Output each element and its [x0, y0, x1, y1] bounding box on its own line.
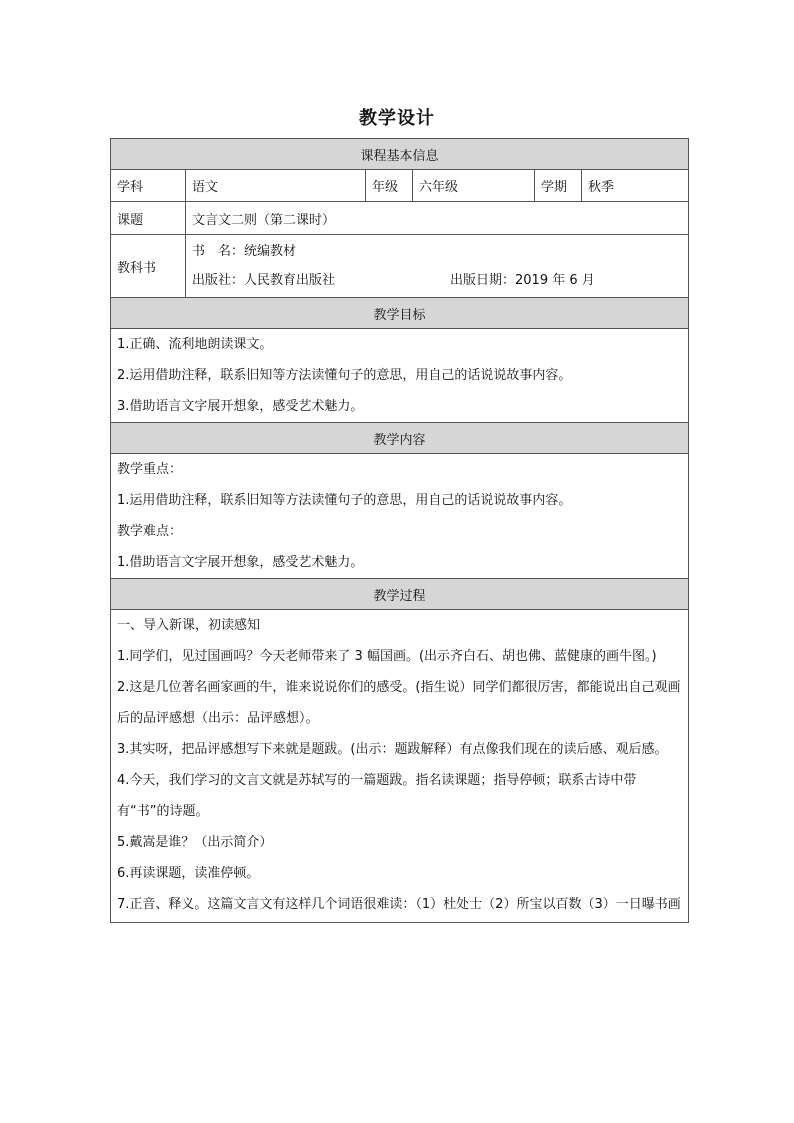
lesson-plan-table: [110, 138, 689, 923]
book-name: 书 名：统编教材: [192, 244, 297, 259]
process-step: 1.同学们，见过国画吗？今天老师带来了 3 幅国画。(出示齐白石、胡也佛、蓝健康的画牛图。): [117, 649, 657, 664]
process-step: 3.其实呀，把品评感想写下来就是题跋。(出示：题跋解释）有点像我们现在的读后感、观后感。: [117, 742, 668, 757]
document-title: 教学设计: [359, 108, 435, 129]
publish-date: 出版日期：2019 年 6 月: [450, 273, 595, 288]
key-point-item: 1.运用借助注释，联系旧知等方法读懂句子的意思，用自己的话说说故事内容。: [117, 493, 572, 508]
process-header: 教学过程: [111, 579, 689, 610]
difficulty-label: 教学难点：: [117, 524, 183, 539]
objective-item: 1.正确、流利地朗读课文。: [117, 337, 273, 352]
subject-label: 学科: [111, 170, 186, 202]
objective-item: 3.借助语言文字展开想象，感受艺术魅力。: [117, 399, 364, 414]
objectives-header: 教学目标: [111, 298, 689, 329]
content-header: 教学内容: [111, 423, 689, 454]
publisher: 出版社：人民教育出版社: [192, 273, 336, 288]
basic-info-header: 课程基本信息: [111, 139, 689, 170]
publisher-line: [192, 266, 682, 295]
textbook-label: 教科书: [111, 235, 186, 298]
topic-value: 文言文二则（第二课时）: [186, 202, 689, 235]
process-step: 2.这是几位著名画家画的牛，谁来说说你们的感受。(指生说）同学们都很厉害，都能说出自己观画后的品评感想（出示：品评感想）。: [117, 680, 681, 726]
objective-item: 2.运用借助注释，联系旧知等方法读懂句子的意思，用自己的话说说故事内容。: [117, 368, 572, 383]
content-body: [111, 454, 689, 579]
process-body: [111, 610, 689, 923]
subject-value: 语文: [186, 170, 366, 202]
topic-label: 课题: [111, 202, 186, 235]
process-step: 6.再读课题，读准停顿。: [117, 866, 260, 881]
grade-label: 年级: [366, 170, 413, 202]
difficulty-item: 1.借助语言文字展开想象，感受艺术魅力。: [117, 555, 364, 570]
process-section-title: 一、导入新课，初读感知: [117, 618, 261, 633]
process-step: 4.今天，我们学习的文言文就是苏轼写的一篇题跋。指名读课题；指导停顿；联系古诗中带有“书”的诗题。: [117, 773, 637, 819]
process-step: 7.正音、释义。这篇文言文有这样几个词语很难读：（1）杜处士（2）所宝以百数（3）一日曝书画: [117, 897, 681, 912]
term-value: 秋季: [582, 170, 689, 202]
key-points-label: 教学重点：: [117, 462, 183, 477]
textbook-info: [186, 235, 689, 298]
objectives-body: [111, 329, 689, 423]
grade-value: 六年级: [413, 170, 535, 202]
term-label: 学期: [535, 170, 582, 202]
process-step: 5.戴嵩是谁？（出示简介）: [117, 835, 273, 850]
